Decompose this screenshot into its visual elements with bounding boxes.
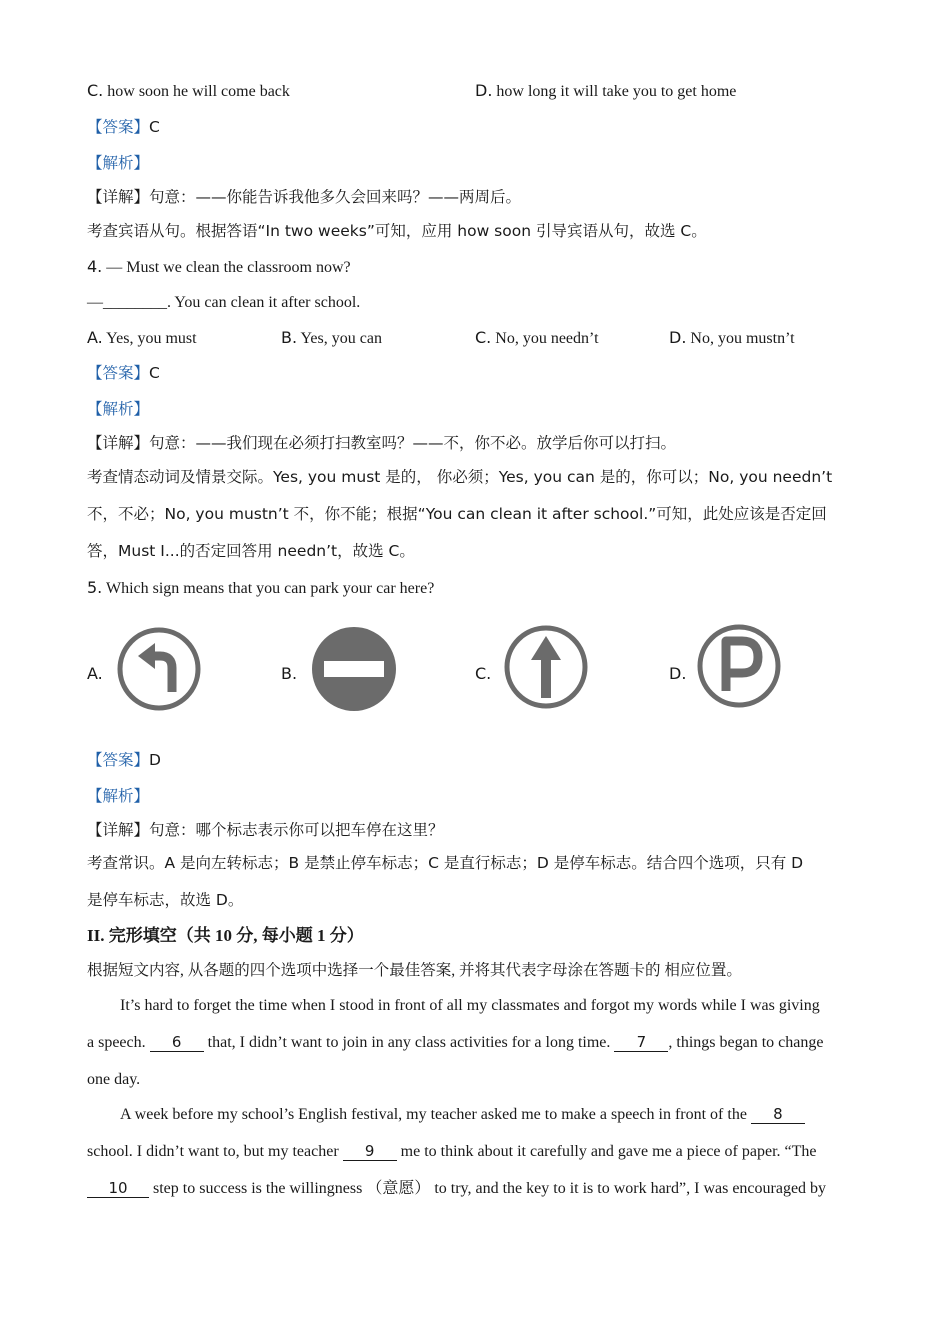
q4-option-c: C. No, you needn’t bbox=[475, 328, 599, 347]
q4-detail: 【详解】句意：——我们现在必须打扫教室吗？——不，你不必。放学后你可以打扫。 bbox=[87, 434, 677, 452]
q4-answer: 【答案】C bbox=[87, 364, 160, 382]
q5-option-b-label: B. bbox=[281, 664, 298, 683]
q5-option-a-label: A. bbox=[87, 664, 103, 683]
q3-detail: 【详解】句意：——你能告诉我他多久会回来吗？——两周后。 bbox=[87, 188, 522, 206]
parking-sign-icon bbox=[696, 623, 782, 714]
q4-analysis-tag: 【解析】 bbox=[87, 400, 150, 418]
q5-explanation-line-2: 是停车标志，故选 D。 bbox=[87, 891, 244, 909]
q5-option-d-label: D. bbox=[669, 664, 687, 683]
section-2-instruction: 根据短文内容, 从各题的四个选项中选择一个最佳答案, 并将其代表字母涂在答题卡的 相应位置。 bbox=[87, 962, 742, 979]
blank-8[interactable]: 8 bbox=[751, 1105, 805, 1124]
q3-answer: 【答案】C bbox=[87, 118, 160, 136]
q4-explanation-line-1: 考查情态动词及情景交际。Yes, you must 是的， 你必须；Yes, you can 是的，你可以；No, you needn’t bbox=[87, 468, 833, 486]
q3-analysis-tag: 【解析】 bbox=[87, 154, 150, 172]
q3-option-c: C. how soon he will come back bbox=[87, 81, 290, 100]
q3-option-d: D. how long it will take you to get home bbox=[475, 81, 737, 100]
q5-question: 5. Which sign means that you can park your car here? bbox=[87, 578, 435, 597]
blank-7[interactable]: 7 bbox=[614, 1033, 668, 1052]
q5-option-c-label: C. bbox=[475, 664, 492, 683]
no-entry-sign-icon bbox=[310, 625, 398, 718]
q5-answer: 【答案】D bbox=[87, 751, 161, 769]
turn-left-sign-icon bbox=[116, 626, 202, 717]
q5-explanation-line-1: 考查常识。A 是向左转标志；B 是禁止停车标志；C 是直行标志；D 是停车标志。结合四个选项，只有 D bbox=[87, 854, 804, 872]
passage-p2-line-3: 10 step to success is the willingness （意愿） to try, and the key to it is to work hard”, I was encouraged by bbox=[87, 1178, 826, 1200]
q4-question: 4. — Must we clean the classroom now? bbox=[87, 257, 351, 276]
section-2-heading: II. 完形填空（共 10 分, 每小题 1 分） bbox=[87, 926, 364, 945]
q3-explanation: 考查宾语从句。根据答语“In two weeks”可知，应用 how soon 引导宾语从句，故选 C。 bbox=[87, 222, 707, 240]
passage-p2-line-1: A week before my school’s English festival, my teacher asked me to make a speech in front of the 8 bbox=[120, 1104, 805, 1126]
q4-option-b: B. Yes, you can bbox=[281, 328, 382, 347]
blank-10[interactable]: 10 bbox=[87, 1179, 149, 1198]
straight-ahead-sign-icon bbox=[503, 624, 589, 715]
q4-explanation-line-3: 答，Must I...的否定回答用 needn’t，故选 C。 bbox=[87, 542, 415, 560]
passage-p2-line-2: school. I didn’t want to, but my teacher 9 me to think about it carefully and gave me a piece of paper. “The bbox=[87, 1142, 817, 1160]
passage-p1-line-1: It’s hard to forget the time when I stood in front of all my classmates and forgot my words while I was giving bbox=[120, 997, 820, 1014]
passage-p1-line-3: one day. bbox=[87, 1071, 141, 1088]
q4-option-d: D. No, you mustn’t bbox=[669, 328, 795, 347]
blank-9[interactable]: 9 bbox=[343, 1142, 397, 1161]
q4-explanation-line-2: 不，不必；No, you mustn’t 不，你不能；根据“You can clean it after school.”可知，此处应该是否定回 bbox=[87, 505, 827, 523]
q4-option-a: A. Yes, you must bbox=[87, 328, 197, 347]
blank-6[interactable]: 6 bbox=[150, 1033, 204, 1052]
q4-reply: —________. You can clean it after school. bbox=[87, 294, 361, 311]
passage-p1-line-2: a speech. 6 that, I didn’t want to join in any class activities for a long time. 7 , things began to change bbox=[87, 1033, 824, 1051]
q5-detail: 【详解】句意：哪个标志表示你可以把车停在这里？ bbox=[87, 821, 444, 839]
q5-analysis-tag: 【解析】 bbox=[87, 787, 150, 805]
